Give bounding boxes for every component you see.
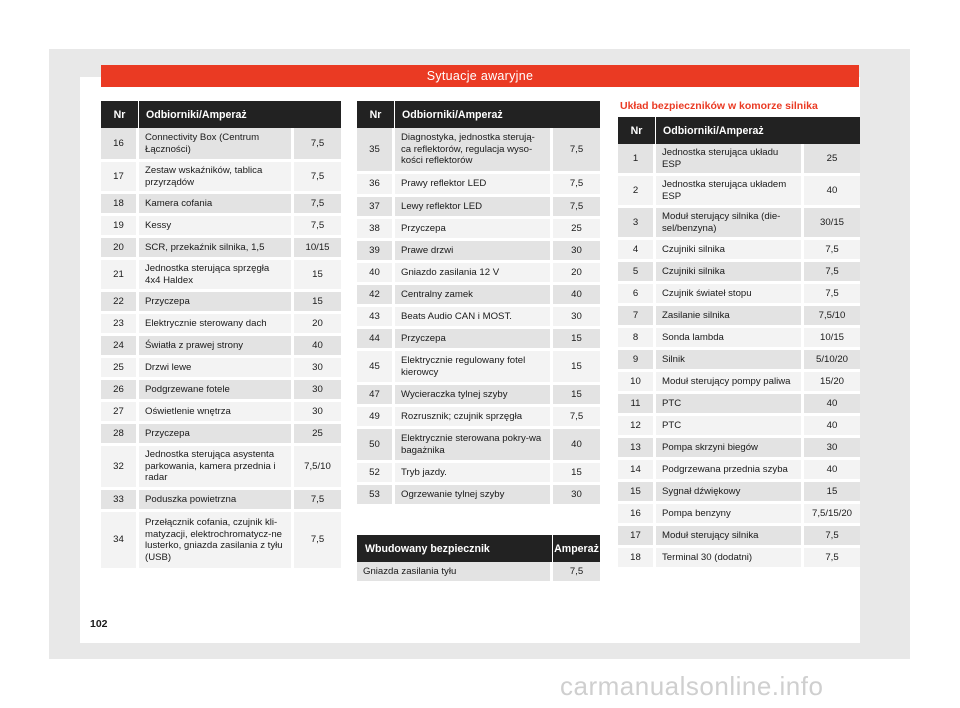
fuse-number: 32 <box>101 446 139 490</box>
fuse-amperage: 5/10/20 <box>804 350 860 372</box>
table-row <box>618 482 860 504</box>
fuse-consumer: Przyczepa <box>395 329 553 351</box>
fuse-number: 37 <box>357 197 395 219</box>
fuse-consumer: Connectivity Box (Centrum Łączności) <box>139 128 294 162</box>
table-row <box>357 351 600 385</box>
table-row <box>101 336 341 358</box>
table-row <box>357 485 600 507</box>
fuse-consumer: Sonda lambda <box>656 328 804 350</box>
fuse-number: 26 <box>101 380 139 402</box>
fuse-number: 15 <box>618 482 656 504</box>
fuse-table-2 <box>357 101 600 507</box>
fuse-number: 14 <box>618 460 656 482</box>
fuse-consumer: Moduł sterujący pompy paliwa <box>656 372 804 394</box>
fuse-consumer: Czujniki silnika <box>656 262 804 284</box>
table-row <box>618 262 860 284</box>
fuse-consumer: Zasilanie silnika <box>656 306 804 328</box>
fuse-consumer: Przyczepa <box>395 219 553 241</box>
table-row <box>101 216 341 238</box>
section-header: Sytuacje awaryjne <box>101 65 859 87</box>
engine-fuse-table <box>618 117 860 570</box>
fuse-amperage: 7,5 <box>294 128 341 162</box>
fuse-consumer: Przyczepa <box>139 292 294 314</box>
col-header-name: Odbiorniki/Amperaż <box>656 117 860 144</box>
fuse-amperage: 40 <box>553 429 600 463</box>
table-row <box>618 240 860 262</box>
fuse-amperage: 15 <box>553 385 600 407</box>
fuse-consumer: Światła z prawej strony <box>139 336 294 358</box>
fuse-number: 22 <box>101 292 139 314</box>
fuse-consumer: Centralny zamek <box>395 285 553 307</box>
fuse-consumer: Silnik <box>656 350 804 372</box>
table-row <box>357 307 600 329</box>
table-row <box>618 176 860 208</box>
fuse-amperage: 7,5 <box>553 174 600 197</box>
fuse-amperage: 7,5 <box>553 562 600 584</box>
fuse-consumer: Zestaw wskaźników, tablica przyrządów <box>139 162 294 194</box>
col-header-name: Odbiorniki/Amperaż <box>139 101 341 128</box>
fuse-number: 52 <box>357 463 395 485</box>
col-header-built-in-fuse: Wbudowany bezpiecznik <box>357 535 553 562</box>
fuse-consumer: Moduł sterujący silnika (die-sel/benzyna) <box>656 208 804 240</box>
table-row <box>618 328 860 350</box>
fuse-number: 53 <box>357 485 395 507</box>
table-row <box>618 350 860 372</box>
fuse-number: 17 <box>618 526 656 548</box>
fuse-consumer: Podgrzewane fotele <box>139 380 294 402</box>
fuse-amperage: 10/15 <box>804 328 860 350</box>
fuse-consumer: Beats Audio CAN i MOST. <box>395 307 553 329</box>
fuse-number: 7 <box>618 306 656 328</box>
fuse-consumer: Ogrzewanie tylnej szyby <box>395 485 553 507</box>
fuse-consumer: Diagnostyka, jednostka sterują-ca reflektorów, regulacja wyso-kości reflektorów <box>395 128 553 174</box>
fuse-consumer: Pompa skrzyni biegów <box>656 438 804 460</box>
fuse-number: 43 <box>357 307 395 329</box>
fuse-consumer: Prawy reflektor LED <box>395 174 553 197</box>
table-row <box>357 128 600 174</box>
fuse-amperage: 15 <box>553 463 600 485</box>
fuse-amperage: 7,5 <box>804 548 860 570</box>
table-row <box>357 263 600 285</box>
fuse-amperage: 40 <box>804 394 860 416</box>
fuse-consumer: Czujniki silnika <box>656 240 804 262</box>
fuse-number: 23 <box>101 314 139 336</box>
table-row <box>101 260 341 292</box>
table-row <box>618 284 860 306</box>
built-in-fuse-table-body <box>357 562 600 584</box>
col-header-nr: Nr <box>618 117 656 144</box>
table-row <box>357 329 600 351</box>
fuse-consumer: Lewy reflektor LED <box>395 197 553 219</box>
fuse-number: 4 <box>618 240 656 262</box>
fuse-amperage: 7,5 <box>294 512 341 571</box>
table-row <box>101 490 341 512</box>
fuse-amperage: 30 <box>804 438 860 460</box>
fuse-amperage: 30 <box>294 358 341 380</box>
fuse-number: 1 <box>618 144 656 176</box>
fuse-amperage: 7,5 <box>804 240 860 262</box>
fuse-consumer: Gniazda zasilania tyłu <box>357 562 553 584</box>
fuse-amperage: 7,5 <box>553 197 600 219</box>
table-row <box>101 314 341 336</box>
fuse-amperage: 15 <box>804 482 860 504</box>
table-row <box>101 402 341 424</box>
fuse-number: 38 <box>357 219 395 241</box>
fuse-table-2-body <box>357 128 600 507</box>
table-row <box>618 438 860 460</box>
fuse-consumer: Drzwi lewe <box>139 358 294 380</box>
fuse-consumer: Przyczepa <box>139 424 294 446</box>
table-row <box>618 416 860 438</box>
fuse-amperage: 20 <box>294 314 341 336</box>
table-row <box>101 194 341 216</box>
fuse-amperage: 40 <box>804 416 860 438</box>
fuse-amperage: 40 <box>294 336 341 358</box>
table-row <box>357 385 600 407</box>
col-header-nr: Nr <box>101 101 139 128</box>
fuse-consumer: PTC <box>656 394 804 416</box>
fuse-consumer: Poduszka powietrzna <box>139 490 294 512</box>
fuse-amperage: 7,5 <box>294 194 341 216</box>
fuse-number: 11 <box>618 394 656 416</box>
fuse-number: 24 <box>101 336 139 358</box>
fuse-amperage: 15 <box>294 292 341 314</box>
fuse-amperage: 20 <box>553 263 600 285</box>
fuse-amperage: 7,5/15/20 <box>804 504 860 526</box>
fuse-amperage: 7,5 <box>804 284 860 306</box>
table-row <box>618 306 860 328</box>
table-row <box>101 358 341 380</box>
fuse-consumer: Rozrusznik; czujnik sprzęgła <box>395 407 553 429</box>
fuse-number: 18 <box>101 194 139 216</box>
fuse-amperage: 30 <box>553 485 600 507</box>
fuse-table-1 <box>101 101 341 571</box>
fuse-amperage: 25 <box>553 219 600 241</box>
fuse-number: 8 <box>618 328 656 350</box>
fuse-amperage: 7,5 <box>804 526 860 548</box>
fuse-consumer: PTC <box>656 416 804 438</box>
fuse-amperage: 7,5 <box>294 162 341 194</box>
fuse-consumer: Kessy <box>139 216 294 238</box>
table-row <box>101 512 341 571</box>
fuse-number: 5 <box>618 262 656 284</box>
fuse-number: 6 <box>618 284 656 306</box>
fuse-number: 44 <box>357 329 395 351</box>
table-row <box>357 197 600 219</box>
fuse-consumer: SCR, przekaźnik silnika, 1,5 <box>139 238 294 260</box>
fuse-consumer: Gniazdo zasilania 12 V <box>395 263 553 285</box>
fuse-consumer: Sygnał dźwiękowy <box>656 482 804 504</box>
fuse-consumer: Elektrycznie regulowany fotel kierowcy <box>395 351 553 385</box>
table-row <box>357 407 600 429</box>
fuse-number: 36 <box>357 174 395 197</box>
fuse-number: 10 <box>618 372 656 394</box>
table-row <box>618 548 860 570</box>
fuse-consumer: Czujnik świateł stopu <box>656 284 804 306</box>
table-row <box>357 562 600 584</box>
fuse-amperage: 15 <box>553 329 600 351</box>
fuse-number: 40 <box>357 263 395 285</box>
fuse-amperage: 25 <box>804 144 860 176</box>
fuse-consumer: Jednostka sterująca układem ESP <box>656 176 804 208</box>
fuse-consumer: Wycieraczka tylnej szyby <box>395 385 553 407</box>
fuse-number: 18 <box>618 548 656 570</box>
table-row <box>357 241 600 263</box>
built-in-fuse-table <box>357 535 600 584</box>
fuse-number: 2 <box>618 176 656 208</box>
fuse-consumer: Podgrzewana przednia szyba <box>656 460 804 482</box>
fuse-amperage: 30 <box>294 402 341 424</box>
table-row <box>101 380 341 402</box>
fuse-number: 9 <box>618 350 656 372</box>
table-row <box>618 526 860 548</box>
fuse-amperage: 40 <box>553 285 600 307</box>
fuse-consumer: Kamera cofania <box>139 194 294 216</box>
table-row <box>618 394 860 416</box>
table-row <box>357 219 600 241</box>
table-row <box>101 162 341 194</box>
table-row <box>618 460 860 482</box>
fuse-amperage: 7,5/10 <box>804 306 860 328</box>
table-row <box>357 174 600 197</box>
watermark: carmanualsonline.info <box>560 671 824 701</box>
engine-fuse-table-body <box>618 144 860 570</box>
fuse-number: 33 <box>101 490 139 512</box>
fuse-amperage: 30 <box>553 241 600 263</box>
fuse-amperage: 7,5 <box>553 128 600 174</box>
table-row <box>357 285 600 307</box>
fuse-consumer: Przełącznik cofania, czujnik kli-matyzacji, elektrochromatycz-ne lusterko, gniazda zasilania z tyłu (USB) <box>139 512 294 571</box>
fuse-consumer: Elektrycznie sterowany dach <box>139 314 294 336</box>
fuse-number: 25 <box>101 358 139 380</box>
table-row <box>101 238 341 260</box>
fuse-amperage: 30/15 <box>804 208 860 240</box>
fuse-consumer: Jednostka sterująca układu ESP <box>656 144 804 176</box>
fuse-number: 21 <box>101 260 139 292</box>
engine-fuse-layout-title: Układ bezpieczników w komorze silnika <box>620 100 818 112</box>
fuse-number: 50 <box>357 429 395 463</box>
fuse-consumer: Terminal 30 (dodatni) <box>656 548 804 570</box>
fuse-number: 27 <box>101 402 139 424</box>
table-row <box>357 429 600 463</box>
fuse-consumer: Tryb jazdy. <box>395 463 553 485</box>
fuse-number: 45 <box>357 351 395 385</box>
table-row <box>101 446 341 490</box>
fuse-amperage: 25 <box>294 424 341 446</box>
table-row <box>101 128 341 162</box>
fuse-number: 39 <box>357 241 395 263</box>
fuse-amperage: 7,5/10 <box>294 446 341 490</box>
fuse-consumer: Jednostka sterująca asystenta parkowania, kamera przednia i radar <box>139 446 294 490</box>
fuse-amperage: 30 <box>553 307 600 329</box>
table-row <box>618 208 860 240</box>
fuse-amperage: 30 <box>294 380 341 402</box>
fuse-consumer: Elektrycznie sterowana pokry-wa bagażnika <box>395 429 553 463</box>
fuse-number: 16 <box>101 128 139 162</box>
fuse-amperage: 7,5 <box>553 407 600 429</box>
fuse-number: 17 <box>101 162 139 194</box>
fuse-number: 28 <box>101 424 139 446</box>
col-header-name: Odbiorniki/Amperaż <box>395 101 600 128</box>
table-row <box>618 504 860 526</box>
fuse-amperage: 10/15 <box>294 238 341 260</box>
fuse-consumer: Oświetlenie wnętrza <box>139 402 294 424</box>
fuse-amperage: 40 <box>804 176 860 208</box>
fuse-number: 16 <box>618 504 656 526</box>
table-row <box>101 424 341 446</box>
fuse-amperage: 7,5 <box>294 490 341 512</box>
fuse-number: 35 <box>357 128 395 174</box>
fuse-number: 13 <box>618 438 656 460</box>
fuse-table-1-body <box>101 128 341 571</box>
fuse-number: 20 <box>101 238 139 260</box>
col-header-nr: Nr <box>357 101 395 128</box>
table-row <box>618 144 860 176</box>
fuse-number: 49 <box>357 407 395 429</box>
fuse-number: 42 <box>357 285 395 307</box>
fuse-amperage: 15 <box>553 351 600 385</box>
fuse-amperage: 15/20 <box>804 372 860 394</box>
fuse-number: 34 <box>101 512 139 571</box>
table-row <box>101 292 341 314</box>
fuse-consumer: Jednostka sterująca sprzęgła 4x4 Haldex <box>139 260 294 292</box>
fuse-amperage: 7,5 <box>294 216 341 238</box>
fuse-consumer: Prawe drzwi <box>395 241 553 263</box>
fuse-number: 19 <box>101 216 139 238</box>
table-row <box>618 372 860 394</box>
table-row <box>357 463 600 485</box>
fuse-amperage: 15 <box>294 260 341 292</box>
page-number: 102 <box>90 618 108 630</box>
fuse-number: 3 <box>618 208 656 240</box>
fuse-consumer: Moduł sterujący silnika <box>656 526 804 548</box>
fuse-number: 12 <box>618 416 656 438</box>
col-header-amperage: Amperaż <box>553 535 600 562</box>
fuse-amperage: 40 <box>804 460 860 482</box>
fuse-amperage: 7,5 <box>804 262 860 284</box>
fuse-number: 47 <box>357 385 395 407</box>
fuse-consumer: Pompa benzyny <box>656 504 804 526</box>
